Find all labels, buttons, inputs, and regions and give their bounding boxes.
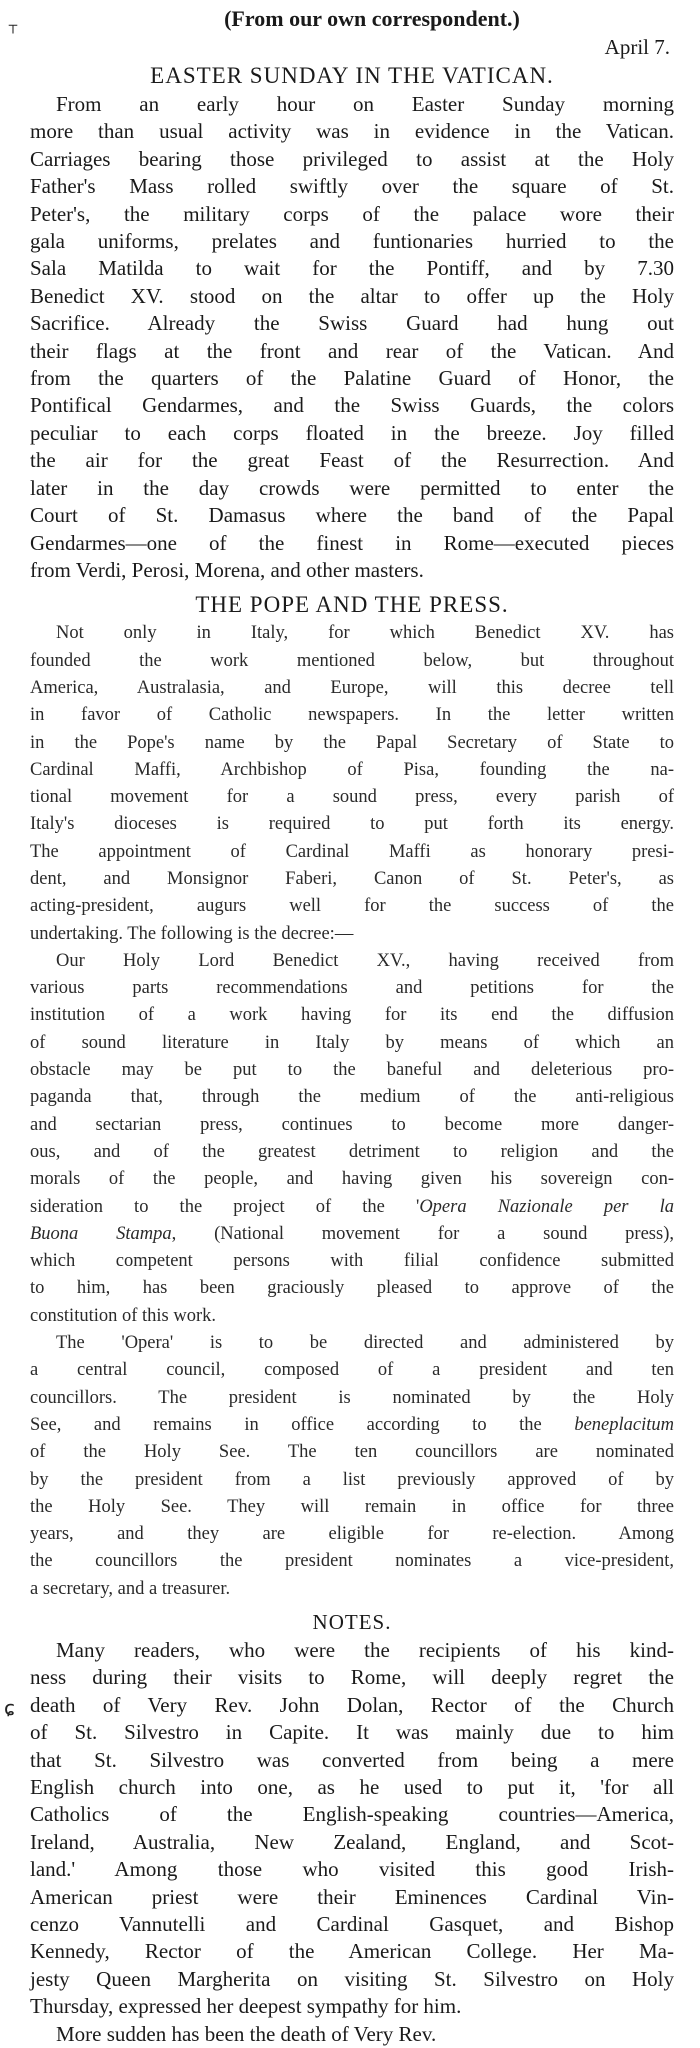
text-line: sideration to the project of the 'Opera Nazionale per la [30,1196,674,1217]
correspondent-byline: (From our own correspondent.) [224,6,520,31]
text-line: the air for the great Feast of the Resurrection. And [30,448,674,473]
text-line: which competent persons with filial confidence submitted [30,1251,674,1272]
text-line: their flags at the front and rear of the Vatican. And [30,338,674,363]
text-line: America, Australasia, and Europe, will this decree tell [30,677,674,698]
text-line: ous, and of the greatest detriment to religion and the [30,1141,674,1162]
section-heading-easter: EASTER SUNDAY IN THE VATICAN. [150,63,554,88]
text-line: The appointment of Cardinal Maffi as honorary presi- [30,841,674,862]
ink-mark-top: ⸆ [8,20,18,44]
text-line: cenzo Vannutelli and Cardinal Gasquet, and Bishop [30,1912,674,1937]
text-line: morals of the people, and having given his sovereign con- [30,1169,674,1190]
text-line: from Verdi, Perosi, Morena, and other masters. [30,557,424,582]
text-line: in favor of Catholic newspapers. In the letter written [30,705,674,726]
text-line: years, and they are eligible for re-election. Among [30,1524,674,1545]
text-line: to him, has been graciously pleased to approve of the [30,1278,674,1299]
text-line: More sudden has been the death of Very Rev. [56,2021,437,2046]
text-line: a central council, composed of a president and ten [30,1360,674,1381]
text-line: land.' Among those who visited this good Irish- [30,1857,674,1882]
text-line: From an early hour on Easter Sunday morning [56,92,674,116]
text-line: The 'Opera' is to be directed and administered by [56,1333,674,1354]
text-line: of St. Silvestro in Capite. It was mainly due to him [30,1720,674,1745]
ink-mark-margin: ɕ [4,1696,15,1720]
decree-paragraph [30,948,674,1330]
text-line: from the quarters of the Palatine Guard of Honor, the [30,366,674,391]
text-line: acting-president, augurs well for the success of the [30,896,674,917]
text-line: in the Pope's name by the Papal Secretary of State to [30,732,674,753]
text-line: jesty Queen Margherita on visiting St. Silvestro on Holy [30,1966,674,1991]
text-line: councillors. The president is nominated by the Holy [30,1387,674,1408]
text-line: Pontifical Gendarmes, and the Swiss Guards, the colors [30,393,674,418]
text-line: Thursday, expressed her deepest sympathy for him. [30,1994,462,2019]
text-line: gala uniforms, prelates and funtionaries hurried to the [30,229,674,254]
text-line: Court of St. Damasus where the band of the Papal [30,503,674,528]
text-line: Buona Stampa, (National movement for a sound press), [30,1223,674,1244]
text-line: Cardinal Maffi, Archbishop of Pisa, founding the na- [30,759,674,780]
text-line: and sectarian press, continues to become more danger- [30,1114,674,1135]
text-line: institution of a work having for its end the diffusion [30,1005,674,1026]
text-line: later in the day crowds were permitted to enter the [30,475,674,500]
text-line: Catholics of the English-speaking countries—America, [30,1802,674,1827]
easter-paragraph [30,91,674,584]
text-line: Gendarmes—one of the finest in Rome—executed pieces [30,530,674,555]
text-line: undertaking. The following is the decree:— [30,923,354,944]
section-heading-notes: NOTES. [312,1610,392,1634]
text-line: Sala Matilda to wait for the Pontiff, and by 7.30 [30,256,674,281]
text-line: the Holy See. They will remain in office for three [30,1496,674,1517]
text-line: the councillors the president nominates a vice-president, [30,1551,674,1572]
opera-paragraph [30,1330,674,1603]
text-line: Not only in Italy, for which Benedict XV. has [56,623,674,644]
text-line: Italy's dioceses is required to put forth its energy. [30,814,674,835]
text-line: Our Holy Lord Benedict XV., having received from [56,950,674,971]
notes-paragraph [30,1637,674,2048]
text-line: of the Holy See. The ten councillors are nominated [30,1442,674,1463]
press-intro-paragraph [30,620,674,948]
text-line: various parts recommendations and petitions for the [30,978,674,999]
article-page [30,4,674,2048]
text-line: that St. Silvestro was converted from being a mere [30,1747,674,1772]
text-line: peculiar to each corps floated in the breeze. Joy filled [30,420,674,445]
text-line: tional movement for a sound press, every parish of [30,787,674,808]
text-line: death of Very Rev. John Dolan, Rector of the Church [30,1692,674,1717]
text-line: a secretary, and a treasurer. [30,1578,231,1599]
dateline: April 7. [604,35,670,59]
text-line: more than usual activity was in evidence in the Vatican. [30,119,674,144]
text-line: constitution of this work. [30,1305,217,1326]
text-line: Peter's, the military corps of the palace wore their [30,201,674,226]
text-line: Ireland, Australia, New Zealand, England, and Scot- [30,1829,674,1854]
text-line: See, and remains in office according to the beneplacitum [30,1414,674,1435]
text-line: by the president from a list previously approved of by [30,1469,674,1490]
text-line: of sound literature in Italy by means of which an [30,1032,674,1053]
text-line: Benedict XV. stood on the altar to offer up the Holy [30,283,674,308]
text-line: Kennedy, Rector of the American College. Her Ma- [30,1939,674,1964]
text-line: American priest were their Eminences Cardinal Vin- [30,1884,674,1909]
section-heading-press: THE POPE AND THE PRESS. [195,592,509,618]
text-line: Sacrifice. Already the Swiss Guard had hung out [30,311,674,336]
text-line: Father's Mass rolled swiftly over the square of St. [30,174,674,199]
text-line: dent, and Monsignor Faberi, Canon of St. Peter's, as [30,868,674,889]
text-line: English church into one, as he used to put it, 'for all [30,1775,674,1800]
text-line: paganda that, through the medium of the anti-religious [30,1087,674,1108]
text-line: obstacle may be put to the baneful and deleterious pro- [30,1060,674,1081]
text-line: Many readers, who were the recipients of his kind- [56,1638,674,1662]
text-line: Carriages bearing those privileged to assist at the Holy [30,146,674,171]
text-line: ness during their visits to Rome, will deeply regret the [30,1665,674,1690]
text-line: founded the work mentioned below, but throughout [30,650,674,671]
